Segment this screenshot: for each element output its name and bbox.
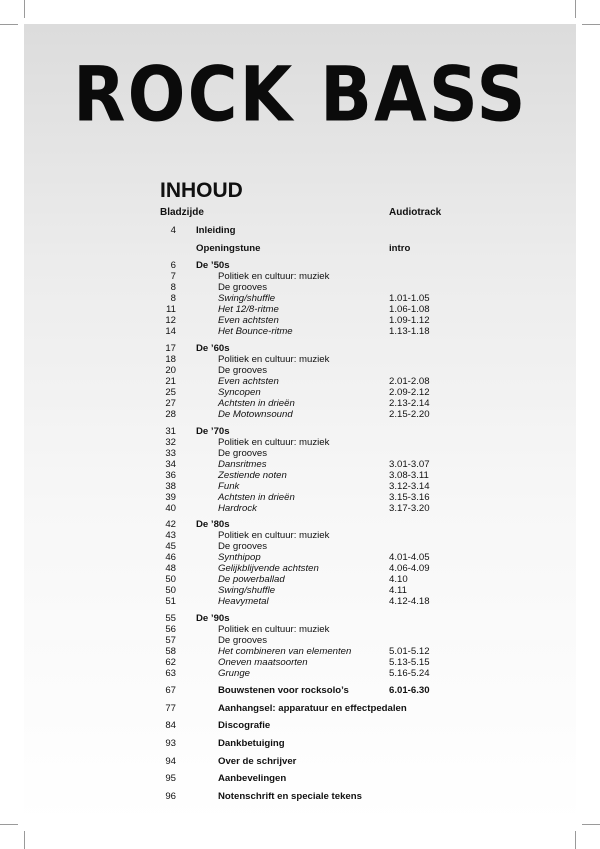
toc-row: [0, 657, 600, 668]
toc-entry-title: Bouwstenen voor rocksolo’s: [218, 685, 349, 696]
crop-mark: [24, 831, 25, 849]
toc-entry-title: Het combineren van elementen: [218, 646, 352, 657]
toc-row: [0, 398, 600, 409]
toc-row: [0, 720, 600, 731]
toc-entry-title: Dansritmes: [218, 459, 267, 470]
toc-page-number: 33: [165, 448, 176, 459]
toc-page-number: 84: [165, 720, 176, 731]
toc-page-number: 67: [165, 685, 176, 696]
toc-page-number: 18: [165, 354, 176, 365]
toc-audio-track: 1.06-1.08: [389, 304, 430, 315]
toc-row: [0, 387, 600, 398]
toc-audio-track: 1.13-1.18: [389, 326, 430, 337]
toc-entry-title: De Motownsound: [218, 409, 293, 420]
toc-page-number: 7: [170, 271, 176, 282]
toc-row: [0, 773, 600, 784]
toc-page-number: 94: [165, 756, 176, 767]
toc-entry-title: Over de schrijver: [218, 756, 297, 767]
toc-entry-title: Synthipop: [218, 552, 261, 563]
toc-row: [0, 459, 600, 470]
toc-row: [0, 365, 600, 376]
toc-page-number: 12: [165, 315, 176, 326]
toc-row: [0, 585, 600, 596]
toc-entry-title: Het 12/8-ritme: [218, 304, 279, 315]
toc-entry-title: De grooves: [218, 448, 268, 459]
toc-row: [0, 343, 600, 354]
toc-page-number: 51: [165, 596, 176, 607]
toc-entry-title: Heavymetal: [218, 596, 269, 607]
toc-audio-track: 5.16-5.24: [389, 668, 430, 679]
toc-page-number: 32: [165, 437, 176, 448]
toc-row: [0, 596, 600, 607]
toc-entry-title: De ’60s: [196, 343, 230, 354]
toc-page-number: 77: [165, 703, 176, 714]
toc-entry-title: Gelijkblijvende achtsten: [218, 563, 319, 574]
toc-entry-title: Dankbetuiging: [218, 738, 285, 749]
toc-entry-title: Syncopen: [218, 387, 261, 398]
toc-entry-title: Openingstune: [196, 243, 261, 254]
toc-page-number: 8: [170, 282, 176, 293]
toc-audio-track: 2.15-2.20: [389, 409, 430, 420]
toc-row: [0, 225, 600, 236]
toc-entry-title: Politiek en cultuur: muziek: [218, 624, 330, 635]
toc-audio-track: 6.01-6.30: [389, 685, 430, 696]
toc-page-number: 45: [165, 541, 176, 552]
toc-page-number: 11: [166, 304, 176, 315]
toc-page-number: 42: [165, 519, 176, 530]
toc-entry-title: Even achtsten: [218, 376, 279, 387]
toc-page-number: 40: [165, 503, 176, 514]
toc-row: [0, 326, 600, 337]
toc-audio-track: 3.17-3.20: [389, 503, 430, 514]
toc-row: [0, 574, 600, 585]
toc-entry-title: Discografie: [218, 720, 271, 731]
toc-page-number: 39: [165, 492, 176, 503]
toc-page-number: 14: [165, 326, 176, 337]
toc-row: [0, 243, 600, 254]
toc-row: [0, 376, 600, 387]
toc-entry-title: Politiek en cultuur: muziek: [218, 437, 330, 448]
toc-entry-title: Het Bounce-ritme: [218, 326, 293, 337]
toc-row: [0, 563, 600, 574]
toc-row: [0, 738, 600, 749]
toc-entry-title: Politiek en cultuur: muziek: [218, 271, 330, 282]
toc-entry-title: Achtsten in drieën: [218, 492, 295, 503]
toc-page-number: 20: [165, 365, 176, 376]
toc-row: [0, 492, 600, 503]
column-header-audio: Audiotrack: [389, 207, 442, 218]
toc-audio-track: 1.01-1.05: [389, 293, 430, 304]
toc-entry-title: De ’50s: [196, 260, 230, 271]
toc-page-number: 46: [165, 552, 176, 563]
toc-row: [0, 668, 600, 679]
toc-row: [0, 541, 600, 552]
toc-audio-track: intro: [389, 243, 411, 254]
toc-row: [0, 315, 600, 326]
toc-audio-track: 4.10: [389, 574, 408, 585]
book-title: ROCK BASS: [72, 49, 528, 139]
toc-row: [0, 552, 600, 563]
toc-page-number: 57: [165, 635, 176, 646]
toc-entry-title: De ’90s: [196, 613, 230, 624]
toc-page-number: 21: [165, 376, 176, 387]
toc-row: [0, 503, 600, 514]
toc-entry-title: Zestiende noten: [218, 470, 287, 481]
toc-entry-title: Notenschrift en speciale tekens: [218, 791, 362, 802]
toc-entry-title: De grooves: [218, 635, 268, 646]
toc-entry-title: Achtsten in drieën: [218, 398, 295, 409]
toc-row: [0, 791, 600, 802]
toc-row: [0, 271, 600, 282]
toc-row: [0, 282, 600, 293]
toc-page-number: 34: [165, 459, 176, 470]
toc-audio-track: 3.15-3.16: [389, 492, 430, 503]
toc-page-number: 8: [170, 293, 176, 304]
crop-mark: [575, 831, 576, 849]
toc-page-number: 55: [165, 613, 176, 624]
toc-audio-track: 4.12-4.18: [389, 596, 430, 607]
toc-entry-title: Funk: [218, 481, 240, 492]
toc-page-number: 93: [165, 738, 176, 749]
toc-page-number: 28: [165, 409, 176, 420]
toc-audio-track: 2.01-2.08: [389, 376, 430, 387]
toc-audio-track: 1.09-1.12: [389, 315, 430, 326]
toc-page-number: 6: [170, 260, 176, 271]
toc-entry-title: Hardrock: [218, 503, 257, 514]
toc-row: [0, 354, 600, 365]
toc-entry-title: De ’80s: [196, 519, 230, 530]
toc-entry-title: De grooves: [218, 282, 268, 293]
toc-page-number: 62: [165, 657, 176, 668]
toc-page-number: 25: [165, 387, 176, 398]
toc-page-number: 63: [165, 668, 176, 679]
column-header-page: Bladzijde: [160, 207, 204, 218]
toc-entry-title: Aanbevelingen: [218, 773, 287, 784]
crop-mark: [582, 24, 600, 25]
toc-audio-track: 4.06-4.09: [389, 563, 430, 574]
toc-audio-track: 3.12-3.14: [389, 481, 430, 492]
toc-row: [0, 260, 600, 271]
toc-entry-title: Oneven maatsoorten: [218, 657, 308, 668]
toc-page-number: 31: [165, 426, 176, 437]
toc-page-number: 95: [165, 773, 176, 784]
crop-mark: [582, 824, 600, 825]
toc-audio-track: 4.01-4.05: [389, 552, 430, 563]
toc-page-number: 50: [165, 585, 176, 596]
toc-page-number: 43: [165, 530, 176, 541]
toc-entry-title: De grooves: [218, 365, 268, 376]
toc-row: [0, 624, 600, 635]
toc-audio-track: 5.13-5.15: [389, 657, 430, 668]
toc-entry-title: De powerballad: [218, 574, 285, 585]
toc-row: [0, 635, 600, 646]
toc-row: [0, 448, 600, 459]
toc-entry-title: Politiek en cultuur: muziek: [218, 530, 330, 541]
toc-entry-title: De grooves: [218, 541, 268, 552]
toc-page-number: 17: [165, 343, 176, 354]
toc-row: [0, 646, 600, 657]
toc-entry-title: Inleiding: [196, 225, 236, 236]
toc-row: [0, 304, 600, 315]
toc-audio-track: 3.08-3.11: [389, 470, 429, 481]
toc-page-number: 38: [165, 481, 176, 492]
toc-audio-track: 5.01-5.12: [389, 646, 430, 657]
toc-page-number: 56: [165, 624, 176, 635]
toc-entry-title: Even achtsten: [218, 315, 279, 326]
toc-row: [0, 409, 600, 420]
toc-row: [0, 437, 600, 448]
toc-entry-title: Politiek en cultuur: muziek: [218, 354, 330, 365]
toc-row: [0, 685, 600, 696]
toc-heading: INHOUD: [160, 179, 243, 202]
toc-entry-title: Aanhangsel: apparatuur en effectpedalen: [218, 703, 407, 714]
crop-mark: [0, 824, 18, 825]
toc-page-number: 27: [165, 398, 176, 409]
toc-row: [0, 519, 600, 530]
toc-page-number: 36: [165, 470, 176, 481]
toc-entry-title: Swing/shuffle: [218, 585, 276, 596]
toc-entry-title: De ’70s: [196, 426, 230, 437]
toc-row: [0, 470, 600, 481]
toc-row: [0, 613, 600, 624]
toc-row: [0, 293, 600, 304]
crop-mark: [575, 0, 576, 18]
toc-page-number: 58: [165, 646, 176, 657]
toc-row: [0, 530, 600, 541]
toc-audio-track: 3.01-3.07: [389, 459, 430, 470]
toc-audio-track: 2.09-2.12: [389, 387, 430, 398]
toc-page-number: 96: [165, 791, 176, 802]
toc-audio-track: 4.11: [389, 585, 407, 596]
toc-entry-title: Grunge: [218, 668, 250, 679]
toc-row: [0, 426, 600, 437]
crop-mark: [0, 24, 18, 25]
toc-entry-title: Swing/shuffle: [218, 293, 276, 304]
toc-page-number: 4: [170, 225, 176, 236]
toc-row: [0, 703, 600, 714]
toc-page-number: 50: [165, 574, 176, 585]
toc-row: [0, 756, 600, 767]
crop-mark: [24, 0, 25, 18]
toc-audio-track: 2.13-2.14: [389, 398, 430, 409]
toc-row: [0, 481, 600, 492]
toc-page-number: 48: [165, 563, 176, 574]
